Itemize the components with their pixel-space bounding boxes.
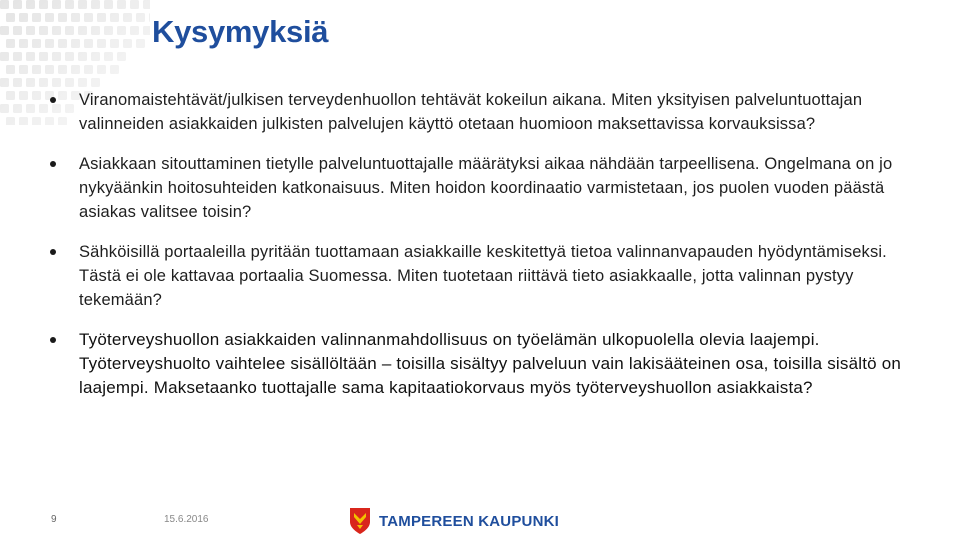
bullet-text: Asiakkaan sitouttaminen tietylle palveluntuottajalle määrätyksi aikaa nähdään tarpeellisena. Ongelmana on jo nykyäänkin hoitosuhteiden katkonaisuus. Miten hoidon koordinaatio varmistetaan, jos puolen vuoden päästä asiakas valitsee toisin? bbox=[79, 155, 893, 221]
bullet-dot-icon bbox=[50, 97, 56, 103]
tampere-crest-icon bbox=[349, 507, 371, 535]
bullet-dot-icon bbox=[50, 161, 56, 167]
bullet-text: Viranomaistehtävät/julkisen terveydenhuollon tehtävät kokeilun aikana. Miten yksityisen palveluntuottajan valinneiden asiakkaiden julkisten palvelujen käyttö otetaan huomioon maksettavissa korvauksissa? bbox=[79, 91, 863, 133]
bullet-text: Työterveyshuollon asiakkaiden valinnanmahdollisuus on työelämän ulkopuolella olevia laajempi. Työterveyshuolto vaihtelee sisällöltään – toisilla sisältyy palveluun vain lakisääteinen osa, toisilla sisältö on laajempi. Maksetaanko tuottajalle sama kapitaatiokorvaus myös työterveyshuollon asiakkaista? bbox=[79, 330, 902, 397]
bullet-item bbox=[50, 152, 930, 224]
bullet-dot-icon bbox=[50, 337, 56, 343]
bullet-dot-icon bbox=[50, 249, 56, 255]
slide-title: Kysymyksiä bbox=[152, 14, 329, 49]
bullet-item bbox=[50, 240, 930, 312]
bullet-text: Sähköisillä portaaleilla pyritään tuottamaan asiakkaille keskitettyä tietoa valinnanvapauden hyödyntämiseksi. Tästä ei ole kattavaa portaalia Suomessa. Miten tuotetaan riittävä tieto asiakkaalle, jotta valinnan pystyy tekemään? bbox=[79, 243, 887, 309]
logo-text: TAMPEREEN KAUPUNKI bbox=[379, 512, 559, 530]
bullet-item bbox=[50, 328, 930, 400]
footer-date: 15.6.2016 bbox=[164, 514, 209, 525]
page-number: 9 bbox=[51, 514, 57, 525]
city-logo bbox=[349, 507, 559, 535]
bullet-item bbox=[50, 88, 930, 136]
bullet-list bbox=[50, 88, 930, 416]
